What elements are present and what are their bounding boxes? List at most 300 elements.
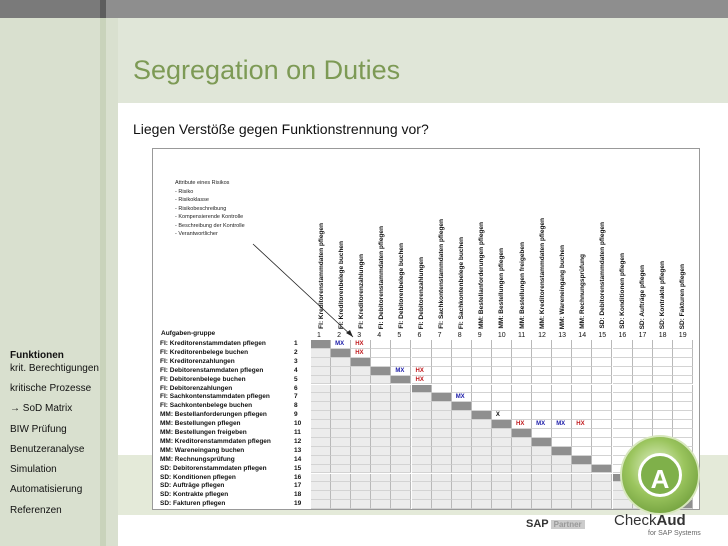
matrix-cell[interactable] xyxy=(633,402,653,411)
matrix-cell[interactable] xyxy=(552,447,572,456)
matrix-cell[interactable] xyxy=(673,420,693,429)
matrix-cell[interactable] xyxy=(432,367,452,376)
matrix-cell[interactable] xyxy=(653,411,673,420)
matrix-cell[interactable] xyxy=(592,393,612,402)
matrix-cell[interactable] xyxy=(452,358,472,367)
matrix-cell[interactable] xyxy=(532,482,552,491)
matrix-cell[interactable] xyxy=(673,349,693,358)
matrix-cell[interactable] xyxy=(472,465,492,474)
matrix-cell[interactable] xyxy=(432,474,452,483)
matrix-cell[interactable] xyxy=(331,358,351,367)
matrix-cell[interactable] xyxy=(371,393,391,402)
matrix-cell[interactable] xyxy=(532,429,552,438)
matrix-cell[interactable] xyxy=(452,349,472,358)
matrix-cell[interactable] xyxy=(331,385,351,394)
matrix-cell[interactable] xyxy=(432,340,452,349)
matrix-cell[interactable] xyxy=(351,491,371,500)
matrix-cell[interactable] xyxy=(613,411,633,420)
matrix-cell[interactable] xyxy=(592,358,612,367)
matrix-cell[interactable] xyxy=(592,420,612,429)
matrix-cell[interactable] xyxy=(512,447,532,456)
matrix-cell[interactable] xyxy=(432,482,452,491)
matrix-cell[interactable] xyxy=(572,429,592,438)
matrix-cell[interactable] xyxy=(552,340,572,349)
matrix-cell[interactable] xyxy=(311,438,331,447)
matrix-cell[interactable] xyxy=(613,402,633,411)
matrix-cell[interactable] xyxy=(532,491,552,500)
matrix-cell[interactable] xyxy=(572,349,592,358)
matrix-cell[interactable] xyxy=(311,376,331,385)
matrix-cell[interactable] xyxy=(472,420,492,429)
matrix-cell[interactable] xyxy=(552,474,572,483)
matrix-cell[interactable] xyxy=(311,420,331,429)
matrix-cell[interactable] xyxy=(572,500,592,509)
matrix-cell[interactable] xyxy=(452,340,472,349)
matrix-cell[interactable] xyxy=(572,340,592,349)
matrix-cell[interactable] xyxy=(532,500,552,509)
matrix-cell[interactable] xyxy=(552,367,572,376)
matrix-cell[interactable] xyxy=(311,411,331,420)
matrix-cell[interactable] xyxy=(452,474,472,483)
matrix-cell[interactable] xyxy=(572,474,592,483)
matrix-cell[interactable] xyxy=(552,376,572,385)
matrix-cell[interactable] xyxy=(311,456,331,465)
nav-item-referenzen[interactable]: Referenzen xyxy=(10,504,62,516)
matrix-cell[interactable] xyxy=(432,491,452,500)
matrix-cell[interactable] xyxy=(552,465,572,474)
matrix-cell[interactable] xyxy=(432,411,452,420)
matrix-cell[interactable] xyxy=(452,491,472,500)
matrix-cell[interactable] xyxy=(673,411,693,420)
matrix-cell[interactable] xyxy=(391,500,411,509)
matrix-cell[interactable] xyxy=(412,500,432,509)
matrix-cell[interactable] xyxy=(492,429,512,438)
matrix-cell[interactable] xyxy=(492,438,512,447)
matrix-cell[interactable] xyxy=(592,385,612,394)
matrix-cell[interactable] xyxy=(311,349,331,358)
matrix-cell[interactable] xyxy=(492,447,512,456)
matrix-cell[interactable] xyxy=(432,465,452,474)
matrix-cell[interactable] xyxy=(371,358,391,367)
matrix-cell[interactable] xyxy=(633,420,653,429)
matrix-cell[interactable] xyxy=(472,349,492,358)
matrix-cell[interactable] xyxy=(432,447,452,456)
matrix-cell[interactable] xyxy=(391,491,411,500)
matrix-cell[interactable] xyxy=(452,456,472,465)
matrix-cell[interactable] xyxy=(351,420,371,429)
matrix-cell[interactable] xyxy=(331,491,351,500)
matrix-cell[interactable] xyxy=(592,402,612,411)
matrix-cell[interactable] xyxy=(452,420,472,429)
matrix-cell[interactable] xyxy=(391,411,411,420)
matrix-cell[interactable] xyxy=(592,500,612,509)
matrix-cell[interactable] xyxy=(412,438,432,447)
matrix-cell[interactable] xyxy=(592,482,612,491)
matrix-cell[interactable] xyxy=(371,474,391,483)
matrix-cell[interactable] xyxy=(311,358,331,367)
matrix-cell[interactable] xyxy=(412,491,432,500)
matrix-cell[interactable] xyxy=(552,456,572,465)
matrix-cell[interactable] xyxy=(572,367,592,376)
matrix-cell[interactable] xyxy=(653,420,673,429)
matrix-cell[interactable] xyxy=(512,491,532,500)
matrix-cell[interactable] xyxy=(331,420,351,429)
matrix-cell[interactable] xyxy=(673,340,693,349)
matrix-cell[interactable] xyxy=(472,376,492,385)
matrix-cell[interactable] xyxy=(351,402,371,411)
matrix-cell[interactable] xyxy=(492,491,512,500)
matrix-cell[interactable] xyxy=(492,376,512,385)
matrix-cell[interactable] xyxy=(351,465,371,474)
matrix-cell[interactable] xyxy=(371,482,391,491)
matrix-cell[interactable] xyxy=(351,429,371,438)
matrix-cell[interactable] xyxy=(552,393,572,402)
nav-item-sod-matrix[interactable]: → SoD Matrix xyxy=(10,403,73,415)
matrix-cell[interactable] xyxy=(331,411,351,420)
matrix-cell[interactable] xyxy=(472,385,492,394)
matrix-cell[interactable] xyxy=(391,456,411,465)
matrix-cell[interactable] xyxy=(432,349,452,358)
matrix-cell[interactable] xyxy=(532,456,552,465)
matrix-cell[interactable] xyxy=(311,429,331,438)
matrix-cell[interactable] xyxy=(331,376,351,385)
matrix-cell[interactable] xyxy=(633,385,653,394)
matrix-cell[interactable] xyxy=(532,340,552,349)
matrix-cell[interactable] xyxy=(633,349,653,358)
matrix-cell[interactable] xyxy=(331,465,351,474)
matrix-cell[interactable] xyxy=(371,376,391,385)
matrix-cell[interactable] xyxy=(492,367,512,376)
matrix-cell[interactable] xyxy=(572,411,592,420)
matrix-cell[interactable] xyxy=(552,385,572,394)
matrix-cell[interactable] xyxy=(351,456,371,465)
matrix-cell[interactable] xyxy=(452,385,472,394)
matrix-cell[interactable] xyxy=(572,447,592,456)
matrix-cell[interactable] xyxy=(311,393,331,402)
matrix-cell[interactable] xyxy=(412,420,432,429)
matrix-cell[interactable] xyxy=(613,393,633,402)
matrix-cell[interactable] xyxy=(492,385,512,394)
matrix-cell[interactable] xyxy=(532,465,552,474)
matrix-cell[interactable] xyxy=(452,402,472,411)
matrix-cell[interactable] xyxy=(391,385,411,394)
matrix-cell[interactable] xyxy=(371,500,391,509)
matrix-cell[interactable] xyxy=(351,474,371,483)
matrix-cell[interactable] xyxy=(371,420,391,429)
matrix-cell[interactable] xyxy=(472,340,492,349)
matrix-cell[interactable] xyxy=(472,393,492,402)
matrix-cell[interactable] xyxy=(512,367,532,376)
matrix-cell[interactable] xyxy=(552,482,572,491)
matrix-cell[interactable] xyxy=(391,438,411,447)
matrix-cell[interactable] xyxy=(633,393,653,402)
matrix-cell[interactable] xyxy=(613,367,633,376)
matrix-cell[interactable] xyxy=(412,465,432,474)
matrix-cell[interactable] xyxy=(613,438,633,447)
matrix-cell[interactable] xyxy=(331,402,351,411)
matrix-cell[interactable] xyxy=(331,393,351,402)
matrix-cell[interactable] xyxy=(412,456,432,465)
matrix-cell[interactable] xyxy=(492,500,512,509)
matrix-cell[interactable] xyxy=(472,456,492,465)
matrix-cell[interactable] xyxy=(452,500,472,509)
matrix-cell[interactable] xyxy=(512,482,532,491)
matrix-cell[interactable] xyxy=(572,376,592,385)
matrix-cell[interactable] xyxy=(371,411,391,420)
matrix-cell[interactable] xyxy=(311,465,331,474)
matrix-cell[interactable] xyxy=(311,500,331,509)
matrix-cell[interactable] xyxy=(391,376,411,385)
matrix-cell[interactable] xyxy=(432,376,452,385)
matrix-cell[interactable] xyxy=(613,420,633,429)
matrix-cell[interactable] xyxy=(432,429,452,438)
matrix-cell[interactable] xyxy=(653,367,673,376)
matrix-cell[interactable] xyxy=(432,500,452,509)
matrix-cell[interactable] xyxy=(311,402,331,411)
matrix-cell[interactable] xyxy=(371,340,391,349)
matrix-cell[interactable] xyxy=(673,393,693,402)
matrix-cell[interactable] xyxy=(412,393,432,402)
matrix-cell[interactable] xyxy=(351,447,371,456)
matrix-cell[interactable] xyxy=(371,385,391,394)
matrix-cell[interactable] xyxy=(592,465,612,474)
matrix-cell[interactable] xyxy=(492,465,512,474)
matrix-cell[interactable] xyxy=(311,340,331,349)
matrix-cell[interactable] xyxy=(331,429,351,438)
matrix-cell[interactable] xyxy=(452,411,472,420)
matrix-cell[interactable] xyxy=(412,429,432,438)
matrix-cell[interactable] xyxy=(492,482,512,491)
matrix-cell[interactable] xyxy=(371,491,391,500)
matrix-cell[interactable] xyxy=(613,349,633,358)
matrix-cell[interactable] xyxy=(371,465,391,474)
matrix-cell[interactable] xyxy=(432,456,452,465)
matrix-cell[interactable] xyxy=(391,402,411,411)
matrix-cell[interactable] xyxy=(532,402,552,411)
matrix-cell[interactable] xyxy=(512,385,532,394)
matrix-cell[interactable] xyxy=(512,500,532,509)
matrix-cell[interactable] xyxy=(592,474,612,483)
matrix-cell[interactable] xyxy=(391,482,411,491)
matrix-cell[interactable] xyxy=(552,500,572,509)
matrix-cell[interactable] xyxy=(452,447,472,456)
matrix-cell[interactable] xyxy=(371,456,391,465)
matrix-cell[interactable] xyxy=(472,500,492,509)
matrix-cell[interactable] xyxy=(492,393,512,402)
matrix-cell[interactable] xyxy=(552,402,572,411)
matrix-cell[interactable] xyxy=(472,429,492,438)
matrix-cell[interactable] xyxy=(331,500,351,509)
matrix-cell[interactable] xyxy=(472,402,492,411)
matrix-cell[interactable] xyxy=(452,465,472,474)
matrix-cell[interactable] xyxy=(633,376,653,385)
matrix-cell[interactable] xyxy=(432,420,452,429)
matrix-cell[interactable] xyxy=(512,340,532,349)
nav-item-biw-pruefung[interactable]: BIW Prüfung xyxy=(10,423,67,435)
matrix-cell[interactable] xyxy=(311,385,331,394)
matrix-cell[interactable] xyxy=(633,367,653,376)
matrix-cell[interactable] xyxy=(532,393,552,402)
matrix-cell[interactable] xyxy=(613,376,633,385)
nav-item-simulation[interactable]: Simulation xyxy=(10,464,57,476)
matrix-cell[interactable] xyxy=(331,482,351,491)
matrix-cell[interactable] xyxy=(412,385,432,394)
matrix-cell[interactable] xyxy=(492,402,512,411)
nav-item-kritische-prozesse[interactable]: kritische Prozesse xyxy=(10,383,92,394)
matrix-cell[interactable] xyxy=(572,385,592,394)
matrix-cell[interactable] xyxy=(371,402,391,411)
matrix-cell[interactable] xyxy=(432,402,452,411)
matrix-cell[interactable] xyxy=(452,482,472,491)
matrix-cell[interactable] xyxy=(532,349,552,358)
matrix-cell[interactable] xyxy=(311,482,331,491)
matrix-cell[interactable] xyxy=(512,438,532,447)
matrix-cell[interactable] xyxy=(512,402,532,411)
matrix-cell[interactable] xyxy=(532,474,552,483)
matrix-cell[interactable] xyxy=(673,376,693,385)
matrix-cell[interactable] xyxy=(592,349,612,358)
matrix-cell[interactable] xyxy=(311,367,331,376)
nav-item-krit-berechtigungen[interactable]: krit. Berechtigungen xyxy=(10,363,99,374)
matrix-cell[interactable] xyxy=(552,411,572,420)
matrix-cell[interactable] xyxy=(653,402,673,411)
matrix-cell[interactable] xyxy=(391,447,411,456)
matrix-cell[interactable] xyxy=(412,358,432,367)
matrix-cell[interactable] xyxy=(512,393,532,402)
matrix-cell[interactable] xyxy=(512,349,532,358)
matrix-cell[interactable] xyxy=(452,429,472,438)
matrix-cell[interactable] xyxy=(512,358,532,367)
matrix-cell[interactable] xyxy=(331,438,351,447)
matrix-cell[interactable] xyxy=(613,358,633,367)
matrix-cell[interactable] xyxy=(351,438,371,447)
matrix-cell[interactable] xyxy=(432,438,452,447)
matrix-cell[interactable] xyxy=(532,447,552,456)
matrix-cell[interactable] xyxy=(371,429,391,438)
matrix-cell[interactable] xyxy=(311,447,331,456)
matrix-cell[interactable] xyxy=(351,411,371,420)
matrix-cell[interactable] xyxy=(572,438,592,447)
matrix-cell[interactable] xyxy=(472,474,492,483)
matrix-cell[interactable] xyxy=(331,456,351,465)
matrix-cell[interactable] xyxy=(592,447,612,456)
matrix-cell[interactable] xyxy=(552,349,572,358)
matrix-cell[interactable] xyxy=(391,393,411,402)
matrix-cell[interactable] xyxy=(472,482,492,491)
matrix-cell[interactable] xyxy=(391,429,411,438)
matrix-cell[interactable] xyxy=(653,385,673,394)
matrix-cell[interactable] xyxy=(391,420,411,429)
matrix-cell[interactable] xyxy=(452,367,472,376)
matrix-cell[interactable] xyxy=(552,438,572,447)
matrix-cell[interactable] xyxy=(412,482,432,491)
matrix-cell[interactable] xyxy=(512,456,532,465)
matrix-cell[interactable] xyxy=(492,420,512,429)
matrix-cell[interactable] xyxy=(653,349,673,358)
matrix-cell[interactable] xyxy=(653,376,673,385)
matrix-cell[interactable] xyxy=(592,491,612,500)
matrix-cell[interactable] xyxy=(572,482,592,491)
matrix-cell[interactable] xyxy=(391,465,411,474)
matrix-cell[interactable] xyxy=(512,411,532,420)
matrix-cell[interactable] xyxy=(331,367,351,376)
matrix-cell[interactable] xyxy=(653,393,673,402)
matrix-cell[interactable] xyxy=(532,358,552,367)
matrix-cell[interactable] xyxy=(512,376,532,385)
nav-item-benutzeranalyse[interactable]: Benutzeranalyse xyxy=(10,443,85,455)
matrix-cell[interactable] xyxy=(472,367,492,376)
matrix-cell[interactable] xyxy=(492,474,512,483)
matrix-cell[interactable] xyxy=(572,456,592,465)
matrix-cell[interactable] xyxy=(371,447,391,456)
matrix-cell[interactable] xyxy=(592,367,612,376)
matrix-cell[interactable] xyxy=(472,358,492,367)
matrix-cell[interactable] xyxy=(351,376,371,385)
matrix-cell[interactable] xyxy=(412,402,432,411)
matrix-cell[interactable] xyxy=(311,491,331,500)
matrix-cell[interactable] xyxy=(592,340,612,349)
matrix-cell[interactable] xyxy=(492,456,512,465)
matrix-cell[interactable] xyxy=(512,465,532,474)
matrix-cell[interactable] xyxy=(572,358,592,367)
matrix-cell[interactable] xyxy=(592,429,612,438)
matrix-cell[interactable] xyxy=(552,491,572,500)
matrix-cell[interactable] xyxy=(512,429,532,438)
matrix-cell[interactable] xyxy=(472,438,492,447)
matrix-cell[interactable] xyxy=(572,465,592,474)
matrix-cell[interactable] xyxy=(532,411,552,420)
matrix-cell[interactable] xyxy=(351,393,371,402)
matrix-cell[interactable] xyxy=(552,429,572,438)
matrix-cell[interactable] xyxy=(331,474,351,483)
matrix-cell[interactable] xyxy=(512,474,532,483)
nav-item-automatisierung[interactable]: Automatisierung xyxy=(10,484,83,496)
matrix-cell[interactable] xyxy=(351,482,371,491)
matrix-cell[interactable] xyxy=(532,438,552,447)
matrix-cell[interactable] xyxy=(592,376,612,385)
matrix-cell[interactable] xyxy=(331,447,351,456)
matrix-cell[interactable] xyxy=(633,358,653,367)
matrix-cell[interactable] xyxy=(432,385,452,394)
matrix-cell[interactable] xyxy=(412,411,432,420)
matrix-cell[interactable] xyxy=(532,367,552,376)
matrix-cell[interactable] xyxy=(311,474,331,483)
matrix-cell[interactable] xyxy=(613,340,633,349)
matrix-cell[interactable] xyxy=(552,358,572,367)
matrix-cell[interactable] xyxy=(351,358,371,367)
matrix-cell[interactable] xyxy=(592,456,612,465)
matrix-cell[interactable] xyxy=(412,349,432,358)
matrix-cell[interactable] xyxy=(452,376,472,385)
matrix-cell[interactable] xyxy=(371,367,391,376)
matrix-cell[interactable] xyxy=(653,358,673,367)
matrix-cell[interactable] xyxy=(572,491,592,500)
matrix-cell[interactable] xyxy=(613,385,633,394)
matrix-cell[interactable] xyxy=(673,358,693,367)
matrix-cell[interactable] xyxy=(412,474,432,483)
matrix-cell[interactable] xyxy=(412,340,432,349)
matrix-cell[interactable] xyxy=(351,367,371,376)
matrix-cell[interactable] xyxy=(351,500,371,509)
matrix-cell[interactable] xyxy=(673,385,693,394)
matrix-cell[interactable] xyxy=(613,429,633,438)
matrix-cell[interactable] xyxy=(492,358,512,367)
matrix-cell[interactable] xyxy=(391,358,411,367)
matrix-cell[interactable] xyxy=(492,340,512,349)
matrix-cell[interactable] xyxy=(633,411,653,420)
nav-item-funktionen[interactable]: Funktionen xyxy=(10,350,64,361)
matrix-cell[interactable] xyxy=(472,411,492,420)
